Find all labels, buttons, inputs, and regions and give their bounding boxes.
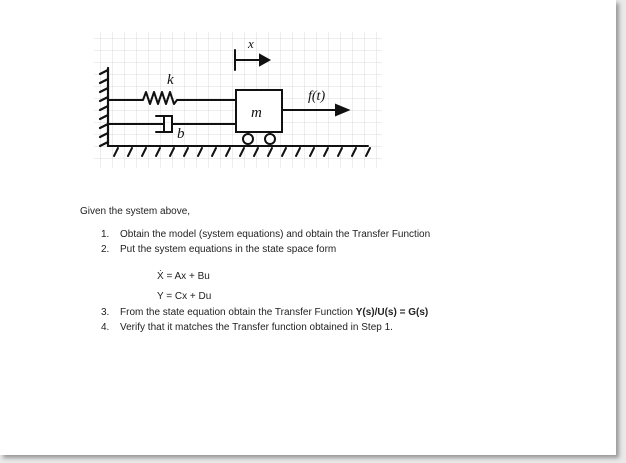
damper-label: b	[177, 126, 185, 142]
step-3-text-main: From the state equation obtain the Transfer Function	[120, 307, 356, 318]
step-1-text: Obtain the model (system equations) and obtain the Transfer Function	[120, 229, 431, 240]
force-label: f(t)	[308, 89, 326, 104]
step-1-number: 1.	[101, 229, 110, 240]
mass-label: m	[251, 105, 262, 121]
spring-label: k	[167, 72, 174, 88]
intro-text: Given the system above,	[80, 206, 191, 217]
step-3-number: 3.	[101, 307, 110, 318]
output-equation: Y = Cx + Du	[157, 291, 212, 302]
step-3-text	[120, 307, 428, 318]
step-3-transfer-function: Y(s)/U(s) = G(s)	[355, 307, 429, 318]
wheel-left	[243, 134, 253, 144]
displacement-label: x	[248, 36, 254, 51]
step-4-number: 4.	[101, 322, 110, 333]
step-2-text: Put the system equations in the state space form	[120, 244, 337, 255]
wheel-right	[265, 134, 275, 144]
step-2-number: 2.	[101, 244, 110, 255]
mass-spring-damper-diagram	[88, 26, 388, 176]
step-4-text: Verify that it matches the Transfer function obtained in Step 1.	[120, 322, 393, 333]
state-equation: Ẋ = Ax + Bu	[157, 271, 210, 282]
